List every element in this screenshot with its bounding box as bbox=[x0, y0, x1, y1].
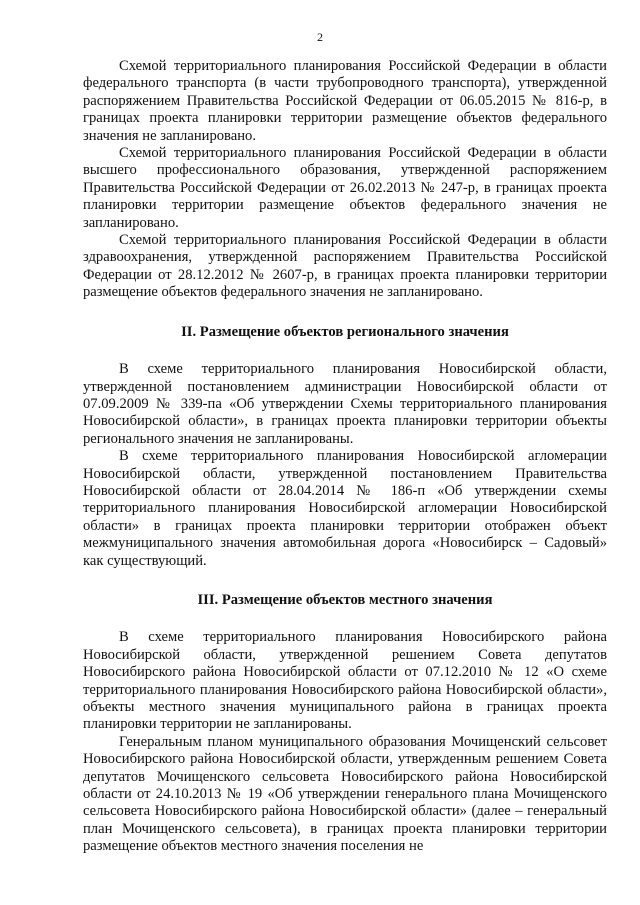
district-scheme-paragraph: В схеме территориального планирования Новосибирского района Новосибирской области, утвержденной решением Совета депутатов Новосибирского района Новосибирской области от 07.12.2010 № 12 «О схеме территориального планирования Новосибирского района Новосибирской области», объекты местного значения муниципального района в границах проекта планировки территории не запланированы. bbox=[83, 629, 607, 733]
document-body bbox=[83, 58, 607, 856]
spacer bbox=[83, 609, 607, 629]
section-heading-local: III. Размещение объектов местного значения bbox=[197, 591, 493, 608]
federal-healthcare-paragraph: Схемой территориального планирования Российской Федерации в области здравоохранения, утвержденной распоряжением Правительства Российской Федерации от 28.12.2012 № 2607-р, в границах проекта планировки территории размещение объектов федерального значения не запланировано. bbox=[83, 232, 607, 301]
agglomeration-scheme-paragraph: В схеме территориального планирования Новосибирской агломерации Новосибирской области, утвержденной постановлением Правительства Новосибирской области от 28.04.2014 № 186-п «Об утверждении схемы территориального планирования Новосибирской агломерации Новосибирской области» в границах проекта планировки территории отображен объект межмуниципального значения автомобильная дорога «Новосибирск – Садовый» как существующий. bbox=[83, 448, 607, 569]
spacer bbox=[83, 302, 607, 324]
section-heading-regional: II. Размещение объектов регионального значения bbox=[181, 323, 509, 340]
spacer bbox=[83, 570, 607, 592]
general-plan-paragraph: Генеральным планом муниципального образования Мочищенский сельсовет Новосибирского района Новосибирской области, утвержденным решением Совета депутатов Мочищенского сельсовета Новосибирского района Новосибирской области от 24.10.2013 № 19 «Об утверждении генерального плана Мочищенского сельсовета Новосибирского района Новосибирской области» (далее – генеральный план Мочищенского сельсовета), в границах проекта планировки территории размещение объектов местного значения поселения не bbox=[83, 733, 607, 855]
federal-transport-paragraph: Схемой территориального планирования Российской Федерации в области федерального транспорта (в части трубопроводного транспорта), утвержденной распоряжением Правительства Российской Федерации от 06.05.2015 № 816-р, в границах проекта планировки территории размещение объектов федерального значения не запланировано. bbox=[83, 58, 607, 144]
regional-scheme-paragraph: В схеме территориального планирования Новосибирской области, утвержденной постановлением администрации Новосибирской области от 07.09.2009 № 339-па «Об утверждении Схемы территориального планирования Новосибирской области», в границах проекта планировки территории объекты регионального значения не запланированы. bbox=[83, 361, 607, 447]
federal-education-paragraph: Схемой территориального планирования Российской Федерации в области высшего профессионального образования, утвержденной распоряжением Правительства Российской Федерации от 26.02.2013 № 247-р, в границах проекта планировки территории размещение объектов федерального значения не запланировано. bbox=[83, 145, 607, 231]
spacer bbox=[83, 341, 607, 361]
page-number: 2 bbox=[317, 30, 323, 44]
